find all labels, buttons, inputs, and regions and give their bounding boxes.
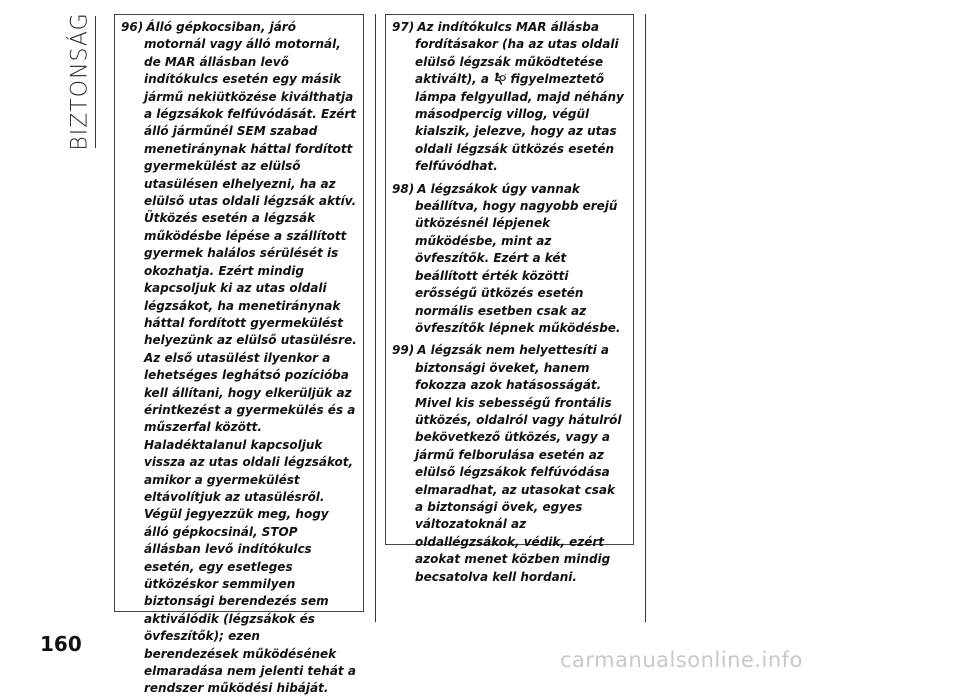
watermark: carmanualsonline.info xyxy=(560,648,803,672)
section-title-text: BIZTONSÁG xyxy=(67,11,93,151)
note-text-before: Az indítókulcs MAR állásba fordításakor (ha az utas oldali elülső légzsák működtetése aktivált), a xyxy=(415,20,619,87)
note-box-left xyxy=(114,14,364,696)
note-number: 98) xyxy=(392,181,415,196)
note-number: 99) xyxy=(392,343,415,358)
note-text: Álló gépkocsiban, járó motornál vagy álló motornál, de MAR állásban levő indítókulcs esetén egy másik jármű nekiütközése kiválthatja a légzsákok felfúvódását. Ezért álló járműnél SEM szabad menetiránynak háttal fordított gyermekülést az elülső utasülésen elhelyezni, ha az elülső utas oldali légzsák aktív. Ütközés esetén a légzsák működésbe lépése a szállított gyermek halálos sérülését is okozhatja. Ezért mindig kapcsoljuk ki az utas oldali légzsákot, ha menetiránynak háttal fordított gyermekülést helyezünk az elülső utasülésre. Az első utasülést ilyenkor a lehetséges leghátsó pozícióba kell állítani, hogy elkerüljük az érintkezést a gyermekülés és a műszerfal között. Haladéktalanul kapcsoljuk vissza az utas oldali légzsákot, amikor a gyermekülést eltávolítjuk az utasülésről. Végül jegyezzük meg, hogy álló gépkocsinál, STOP állásban levő indítókulcs esetén, egy esetleges ütközéskor semmilyen biztonsági berendezés sem aktiválódik (légzsákok és övfeszítők); ezen berendezések működésének elmaradása nem jelenti tehát a rendszer működési hibáját. xyxy=(144,20,357,696)
note-99 xyxy=(392,342,627,586)
note-97 xyxy=(392,19,627,176)
note-number: 96) xyxy=(121,20,144,34)
note-96 xyxy=(121,19,357,698)
note-98 xyxy=(392,181,627,338)
note-text-after: figyelmeztető lámpa felgyullad, majd néhány másodpercig villog, végül kialszik, jelezve, hogy az utas oldali légzsák ütközés esetén felfúvódhat. xyxy=(415,72,624,174)
note-number: 97) xyxy=(392,20,415,34)
note-text: A légzsákok úgy vannak beállítva, hogy nagyobb erejű ütközésnél lépjenek működésbe, mint az övfeszítők. Ezért a két beállított érték közötti erősségű ütközés esetén normális esetben csak az övfeszítők lépnek működésbe. xyxy=(415,181,621,335)
page-number: 160 xyxy=(40,632,82,656)
section-title xyxy=(64,11,96,151)
column-divider-right xyxy=(645,14,646,622)
section-title-rule xyxy=(95,16,96,148)
airbag-warning-icon xyxy=(493,72,506,85)
column-divider-left xyxy=(375,14,376,622)
note-box-right xyxy=(385,14,634,584)
note-text: A légzsák nem helyettesíti a biztonsági öveket, hanem fokozza azok hatásosságát. Mivel kis sebességű frontális ütközés, oldalról vagy hátulról bekövetkező ütközés, vagy a jármű felborulása esetén az elülső légzsákok felfúvódása elmaradhat, az utasokat csak a biztonsági övek, egyes változatoknál az oldallégzsákok, védik, ezért azokat menet közben mindig becsatolva kell hordani. xyxy=(415,343,622,584)
